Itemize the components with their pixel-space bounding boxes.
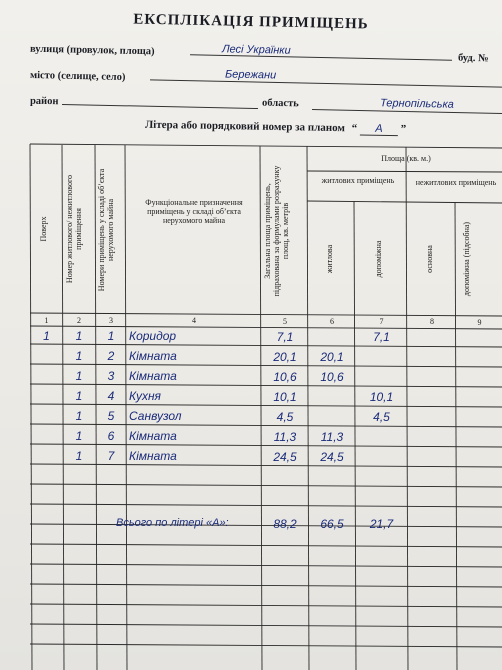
cell-total: 10,1 (273, 390, 297, 404)
litera-open-quote: “ (351, 122, 358, 135)
cell-total: 7,1 (276, 330, 294, 344)
litera-close-quote: ” (400, 123, 407, 136)
document-title: ЕКСПЛІКАЦІЯ ПРИМІЩЕНЬ (133, 11, 369, 33)
cell-function: Санвузол (129, 409, 182, 423)
col-number: 5 (283, 317, 287, 326)
cell-auxiliary: 7,1 (373, 330, 390, 344)
col-number: 6 (330, 317, 334, 326)
header-living: житлова (325, 244, 334, 274)
cell-room: 6 (107, 429, 115, 443)
cell-living: 11,3 (320, 430, 344, 444)
header-apartment-number: Номер житлового/ нежитлового приміщення (65, 174, 83, 284)
col-number: 1 (44, 316, 49, 325)
cell-apartment: 1 (75, 409, 83, 423)
header-room-numbers: Номери приміщень у складі об’єкта нерухомого майна (97, 168, 115, 292)
col-number: 9 (477, 318, 482, 327)
totals-living: 66,5 (320, 517, 344, 531)
cell-function: Кімната (129, 449, 177, 463)
litera-value: А (360, 122, 398, 136)
cell-apartment: 1 (75, 429, 83, 443)
cell-function: Кухня (129, 389, 161, 403)
cell-apartment: 1 (75, 349, 83, 363)
street-value: Лесі Українки (221, 43, 291, 57)
col-number: 2 (77, 316, 81, 325)
header-floor: Поверх (39, 216, 48, 242)
cell-living: 24,5 (320, 450, 344, 464)
header-area-group: Площа (кв. м.) (381, 154, 431, 163)
cell-function: Кімната (129, 369, 177, 383)
cell-room: 2 (107, 349, 115, 363)
header-main: основна (425, 245, 434, 273)
col-number: 3 (109, 316, 113, 325)
street-label: вулиця (провулок, площа) (29, 43, 155, 58)
city-label: місто (селище, село) (29, 70, 126, 83)
cell-apartment: 1 (75, 369, 83, 383)
cell-room: 4 (107, 389, 115, 403)
city-value: Бережани (224, 68, 277, 82)
cell-total: 24,5 (273, 450, 297, 464)
district-label: район (29, 95, 59, 108)
header-residential: житлових приміщень (321, 176, 395, 185)
cell-room: 7 (107, 449, 115, 463)
header-aux-nonresidential: допоміжна (підсобна) (462, 221, 471, 297)
totals-total: 88,2 (273, 517, 297, 531)
cell-function: Коридор (129, 329, 177, 343)
cell-auxiliary: 4,5 (373, 410, 390, 424)
cell-function: Кімната (129, 429, 177, 443)
totals-label: Всього по літері «А»: (116, 517, 229, 529)
cell-total: 10,6 (273, 370, 297, 384)
header-nonresidential: нежитлових приміщень (415, 178, 497, 187)
header-auxiliary: допоміжна (374, 240, 383, 278)
header-total-area: Загальна площа приміщень, підрахована за формулами розрахунку площ, кв. метрів (263, 165, 290, 297)
cell-room: 3 (107, 369, 115, 383)
building-label: буд. № (457, 52, 489, 65)
cell-living: 10,6 (320, 370, 344, 384)
cell-auxiliary: 10,1 (369, 390, 394, 404)
col-number: 7 (379, 317, 384, 326)
cell-living: 20,1 (320, 350, 344, 364)
cell-apartment: 1 (75, 389, 83, 403)
region-label: область (261, 97, 299, 110)
cell-floor: 1 (43, 329, 50, 343)
cell-room: 5 (107, 409, 115, 423)
header-function: Функціональне призначення приміщень у складі об’єкта нерухомого майна (145, 198, 243, 225)
col-number: 8 (430, 317, 434, 326)
cell-room: 1 (107, 329, 115, 343)
cell-total: 4,5 (276, 410, 294, 424)
region-value: Тернопільська (379, 97, 454, 111)
litera-label: Літера або порядковий номер за планом (144, 118, 346, 135)
cell-function: Кімната (129, 349, 177, 363)
cell-total: 11,3 (273, 430, 297, 444)
totals-auxiliary: 21,7 (369, 517, 394, 531)
cell-apartment: 1 (75, 329, 83, 343)
col-number: 4 (192, 316, 196, 325)
cell-total: 20,1 (273, 350, 297, 364)
cell-apartment: 1 (75, 449, 83, 463)
